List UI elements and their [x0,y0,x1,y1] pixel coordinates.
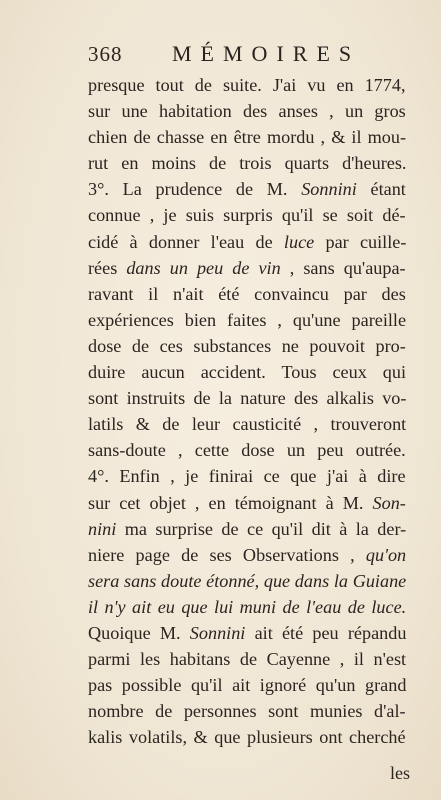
text-line [88,516,406,542]
text-segment: pas possible qu'il ait ignoré qu'un grand [88,675,407,696]
text-segment: latils & de leur causticité , trouveront [88,414,407,435]
text-segment: 3°. La prudence de M. [88,179,302,200]
text-segment: sans-doute , cette dose un peu outrée. [88,440,406,461]
italic-text: sera sans doute étonné, que dans la Guiane [88,570,407,591]
text-line [88,281,406,307]
text-line [88,646,406,672]
text-segment: kalis volatils, & que plusieurs ont cherché [88,727,406,748]
text-segment: sur une habitation des anses , un gros [88,101,406,122]
text-segment: chien de chasse en être mordu , & il mou- [88,127,407,148]
text-line [88,411,406,437]
text-line [88,333,406,359]
text-segment: , sans qu'aupa- [280,257,406,278]
body-text [88,72,406,750]
italic-text: Sonnini [189,622,246,643]
text-line [88,124,406,150]
text-segment: étant [356,179,406,200]
text-segment: 4°. Enfin , je finirai ce que j'ai à dire [88,466,406,487]
text-segment: sont instruits de la nature des alkalis vo- [88,388,407,409]
text-line [88,620,406,646]
text-line [88,672,406,698]
text-segment: sur cet objet , en témoignant à M. [88,492,373,513]
text-line [88,698,406,724]
text-line [88,202,406,228]
text-segment: Quoique M. [88,622,190,643]
running-title: MÉMOIRES [172,41,361,66]
text-segment: rées [88,257,127,278]
text-line [88,594,406,620]
italic-text: dans un peu de vin [126,257,281,278]
page-header [88,40,408,70]
text-segment: ma surprise de ce qu'il dit à la der- [116,518,407,539]
text-segment: presque tout de suite. J'ai vu en 1774, [88,75,406,95]
italic-text: qu'on [365,544,407,565]
italic-text: Son- [372,492,406,513]
text-segment: rut en moins de trois quarts d'heures. [88,153,407,174]
text-segment: expériences bien faites , qu'une pareille [88,309,407,330]
text-line [88,463,406,489]
italic-text: Sonnini [301,179,357,200]
italic-text: nini [88,518,117,539]
text-line [88,229,406,255]
text-line [88,307,406,333]
text-segment: duire aucun accident. Tous ceux qui [88,362,407,383]
page-number: 368 [88,42,123,66]
text-segment: par cuille- [314,231,407,252]
italic-text: il n'y ait eu que lui muni de l'eau de luce. [88,596,407,617]
text-segment: parmi les habitans de Cayenne , il n'est [88,649,407,670]
text-segment: connue , je suis surpris qu'il se soit dé- [88,205,406,226]
text-line [88,98,406,124]
text-line [88,359,406,385]
text-line [88,568,406,594]
text-segment: niere page de ses Observations , [88,544,366,565]
text-segment: nombre de personnes sont munies d'al- [88,701,406,722]
text-line [88,542,406,568]
catchword: les [390,763,410,783]
text-line [88,150,406,176]
italic-text: luce [283,231,315,252]
text-line [88,490,406,516]
text-segment: dose de ces substances ne pouvoit pro- [88,335,406,356]
text-line [88,385,406,411]
text-line [88,437,406,463]
text-line [88,176,406,202]
text-segment: cidé à donner l'eau de [88,231,284,252]
text-segment: ait été peu répandu [245,622,407,643]
text-segment: ravant il n'ait été convaincu par des [88,283,406,304]
text-line [88,72,406,98]
text-line [88,255,406,281]
text-line [88,724,406,750]
